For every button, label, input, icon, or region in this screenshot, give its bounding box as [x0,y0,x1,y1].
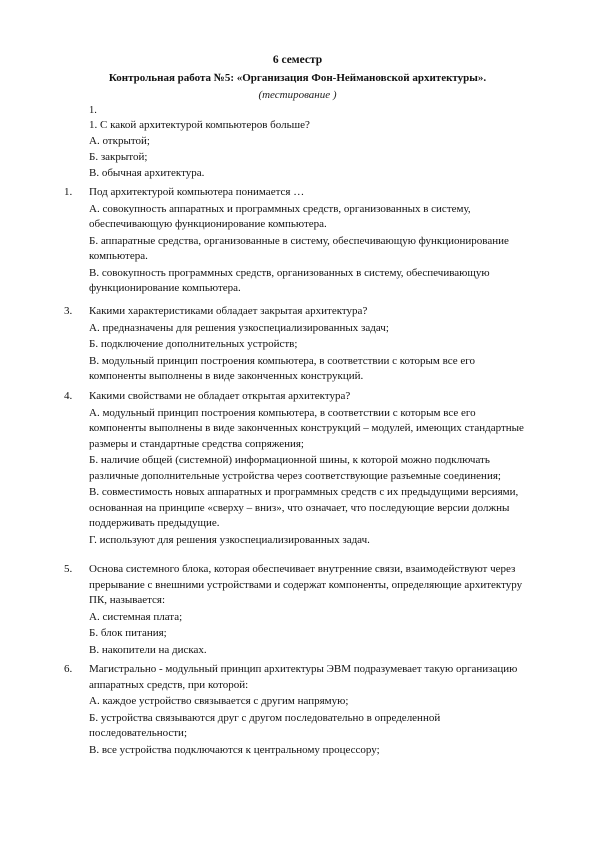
question-text: Какими характеристиками обладает закрытая архитектура? [89,305,368,317]
answer-option: А. совокупность аппаратных и программных средств, организованных в систему, обеспечивающую функционирование компьютера. [89,202,471,230]
answer-option: А. системная плата; [89,610,183,623]
answer-option: Б. аппаратные средства, организованные в систему, обеспечивающую функционирование компьютера. [89,234,509,262]
answer-option: В. накопители на дисках. [89,643,207,656]
question-text: Под архитектурой компьютера понимается … [89,186,305,198]
answer-option: Б. блок питания; [89,627,167,639]
test-title: Контрольная работа №5: «Организация Фон-Неймановской архитектуры». [108,72,487,84]
answer-option: А. предназначены для решения узкоспециализированных задач; [89,321,389,334]
answer-option: Б. подключение дополнительных устройств; [89,338,298,350]
question-4 [64,389,534,548]
semester-heading: 6 семестр [272,54,323,66]
question-number: 5. [64,563,73,575]
question-number: 6. [64,663,73,675]
question-text: Магистрально - модульный принцип архитектуры ЭВМ подразумевает такую организацию аппаратных средств, при которой: [89,663,518,691]
answer-option: В. все устройства подключаются к центральному процессору; [89,743,380,756]
answer-option: В. совокупность программных средств, организованных в систему, обеспечивающую функционирование компьютера. [89,266,490,294]
answer-option: А. каждое устройство связывается с другим напрямую; [89,695,349,707]
question-number: 4. [64,390,73,402]
question-text: Какими свойствами не обладает открытая архитектура? [89,390,351,402]
answer-option: А. модульный принцип построения компьютера, в соответствии с которым все его компоненты выполнены в виде законченных конструкций – модулей, имеющих стандартные размеры и стандартные средства сопряжения; [89,406,524,450]
answer-option: В. модульный принцип построения компьютера, в соответствии с которым все его компоненты выполнены в виде законченных конструкций. [89,354,476,382]
answer-option: Б. закрытой; [89,151,148,163]
question-text: Основа системного блока, которая обеспечивает внутренние связи, взаимодействуют через прерывание с внешними устройствами и содержат компоненты, определяющие архитектуру ПК, называется: [89,563,523,606]
list-number-marker: 1. [89,105,97,116]
answer-option: В. обычная архитектура. [89,167,205,179]
question-number: 3. [64,305,73,317]
question-6 [64,662,534,758]
answer-option: В. совместимость новых аппаратных и программных средств с их предыдущими версиями, основанная на принципе «сверху – вниз», что означает, что последующие версии должны поддерживать предыдущие. [89,486,519,529]
question-1 [64,185,534,297]
question-0 [89,117,529,181]
test-subtitle: (тестирование ) [258,89,337,101]
answer-option: Г. используют для решения узкоспециализированных задач. [89,533,370,546]
answer-option: А. открытой; [89,135,150,147]
question-3 [64,304,534,385]
question-number: 1. [64,186,73,198]
question-text: 1. С какой архитектурой компьютеров больше? [89,119,310,131]
answer-option: Б. наличие общей (системной) информационной шины, к которой можно подключать различные дополнительные устройства через соответствующие разъемные соединения; [89,454,501,482]
question-5 [64,562,534,658]
answer-option: Б. устройства связываются друг с другом последовательно в определенной последовательности; [89,711,441,739]
